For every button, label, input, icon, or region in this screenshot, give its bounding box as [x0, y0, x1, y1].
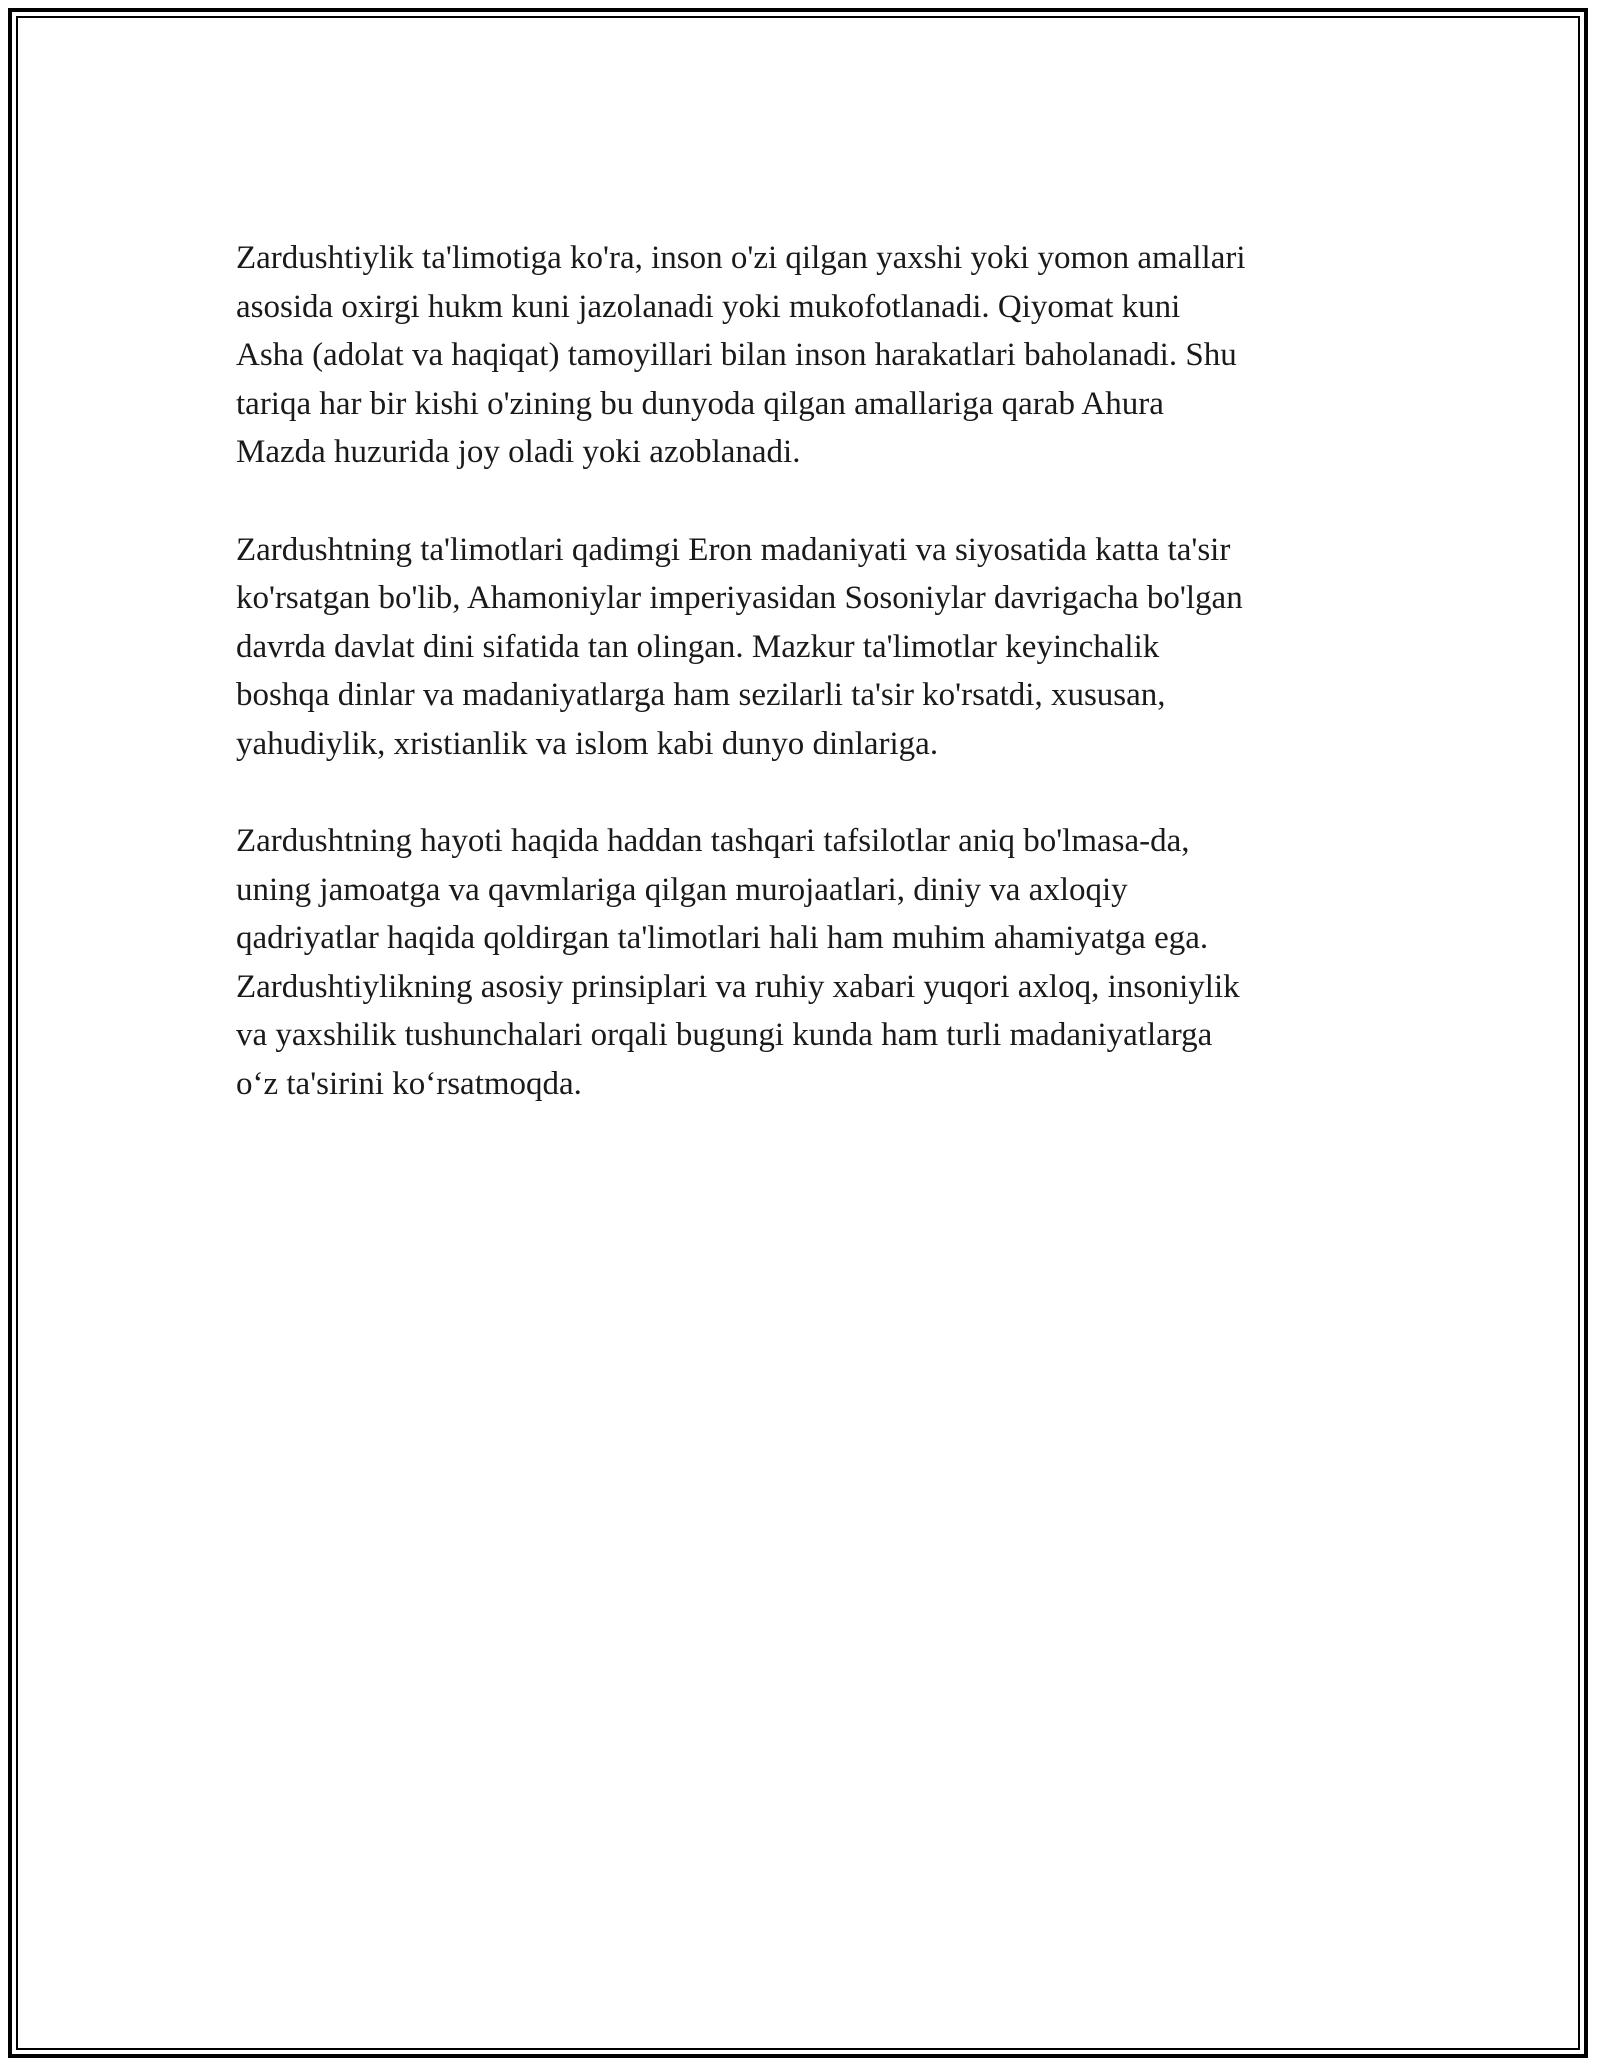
text-line: oʻz ta'sirini koʻrsatmoqda. — [236, 1065, 582, 1102]
paragraph-1 — [236, 234, 1376, 477]
text-line: Asha (adolat va haqiqat) tamoyillari bilan inson harakatlari baholanadi. Shu — [236, 337, 1237, 373]
text-line: va yaxshilik tushunchalari orqali bugungi kunda ham turli madaniyatlarga — [236, 1017, 1213, 1053]
document-body — [236, 234, 1376, 1157]
text-line: qadriyatlar haqida qoldirgan ta'limotlari hali ham muhim ahamiyatga ega. — [236, 920, 1209, 956]
text-line: Zardushtiylikning asosiy prinsiplari va ruhiy xabari yuqori axloq, insoniylik — [236, 968, 1240, 1005]
text-line: Zardushtning ta'limotlari qadimgi Eron madaniyati va siyosatida katta ta'sir — [236, 531, 1231, 568]
text-line: ko'rsatgan bo'lib, Ahamoniylar imperiyasidan Sosoniylar davrigacha bo'lgan — [236, 580, 1243, 616]
text-line: Zardushtiylik ta'limotiga ko'ra, inson o'zi qilgan yaxshi yoki yomon amallari — [236, 240, 1246, 276]
paragraph-3 — [236, 817, 1376, 1108]
paragraph-2 — [236, 526, 1376, 769]
text-line: asosida oxirgi hukm kuni jazolanadi yoki mukofotlanadi. Qiyomat kuni — [236, 288, 1181, 325]
text-line: uning jamoatga va qavmlariga qilgan murojaatlari, diniy va axloqiy — [236, 871, 1128, 908]
text-line: Zardushtning hayoti haqida haddan tashqari tafsilotlar aniq bo'lmasa-da, — [236, 823, 1190, 859]
text-line: boshqa dinlar va madaniyatlarga ham sezilarli ta'sir ko'rsatdi, xususan, — [236, 677, 1166, 713]
text-line: tariqa har bir kishi o'zining bu dunyoda qilgan amallariga qarab Ahura — [236, 385, 1164, 422]
text-line: Mazda huzurida joy oladi yoki azoblanadi. — [236, 434, 801, 470]
text-line: davrda davlat dini sifatida tan olingan. Mazkur ta'limotlar keyinchalik — [236, 628, 1160, 665]
text-line: yahudiylik, xristianlik va islom kabi dunyo dinlariga. — [236, 725, 939, 762]
